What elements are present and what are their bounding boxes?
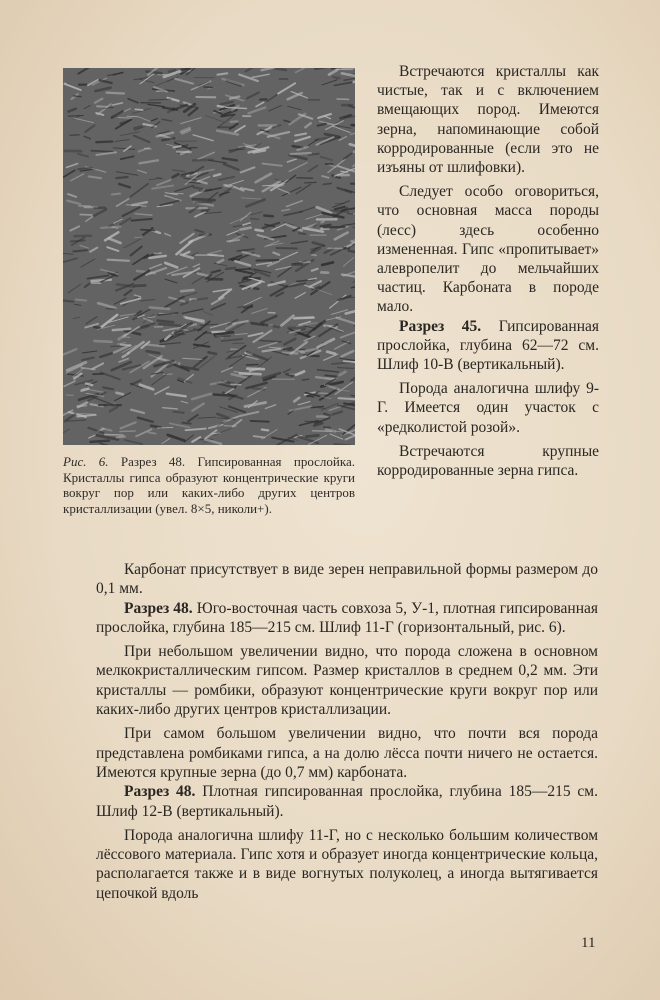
main-text	[96, 560, 598, 903]
paragraph: Порода аналогична шлифу 11-Г, но с несколько большим количеством лёссового материала. Гипс хотя и образует иногда концентрические кольца, располагается также и в виде вогнутых полуколец, а иногда вытягивается цепочкой вдоль	[96, 826, 598, 902]
paragraph: Разрез 48. Плотная гипсированная прослойка, глубина 185—215 см. Шлиф 12-В (вертикальный).	[96, 783, 598, 820]
paragraph: Разрез 48. Юго-восточная часть совхоза 5, У-1, плотная гипсированная прослойка, глубина 185—215 см. Шлиф 11-Г (горизонтальный, рис. 6).	[96, 599, 598, 636]
paragraph: При небольшом увеличении видно, что порода сложена в основном мелкокристаллическим гипсом. Размер кристаллов в среднем 0,2 мм. Эти кристаллы — ромбики, образуют концентрические круги вокруг пор или каких-либо других центров кристаллизации.	[96, 643, 598, 719]
figure-caption	[63, 454, 355, 516]
paragraph: Встречаются кристаллы как чистые, так и с включением вмещающих пород. Имеются зерна, напоминающие собой корродированные (если это не изъяны от шлифовки).	[377, 63, 599, 177]
caption-text: Разрез 48. Гипсированная прослойка. Кристаллы гипса образуют концентрические круги вокруг пор или каких-либо других центров кристаллизации (увел. 8×5, николи+).	[63, 454, 355, 516]
right-column-text	[377, 62, 599, 480]
section-heading: Разрез 45.	[399, 317, 482, 335]
section-heading: Разрез 48.	[124, 599, 193, 617]
paragraph: Карбонат присутствует в виде зерен неправильной формы размером до 0,1 мм.	[96, 561, 598, 598]
paragraph: Следует особо оговориться, что основная масса породы (лесс) здесь особенно измененная. Гипс «пропитывает» алевропелит до мельчайших частиц. Карбоната в породе мало.	[377, 183, 599, 316]
caption-label: Рис. 6.	[63, 454, 109, 469]
paragraph: Встречаются крупные корродированные зерна гипса.	[377, 442, 599, 480]
page-number: 11	[581, 935, 596, 951]
micrograph-image	[63, 68, 355, 445]
paragraph: Разрез 45. Гипсированная прослойка, глубина 62—72 см. Шлиф 10-В (вертикальный).	[377, 317, 599, 374]
paragraph: Порода аналогична шлифу 9-Г. Имеется один участок с «редколистой розой».	[377, 380, 599, 436]
paragraph: При самом большом увеличении видно, что почти вся порода представлена ромбиками гипса, а на долю лёсса почти ничего не остается. Имеются крупные зерна (до 0,7 мм) карбоната.	[96, 725, 598, 781]
section-heading: Разрез 48.	[124, 783, 196, 801]
